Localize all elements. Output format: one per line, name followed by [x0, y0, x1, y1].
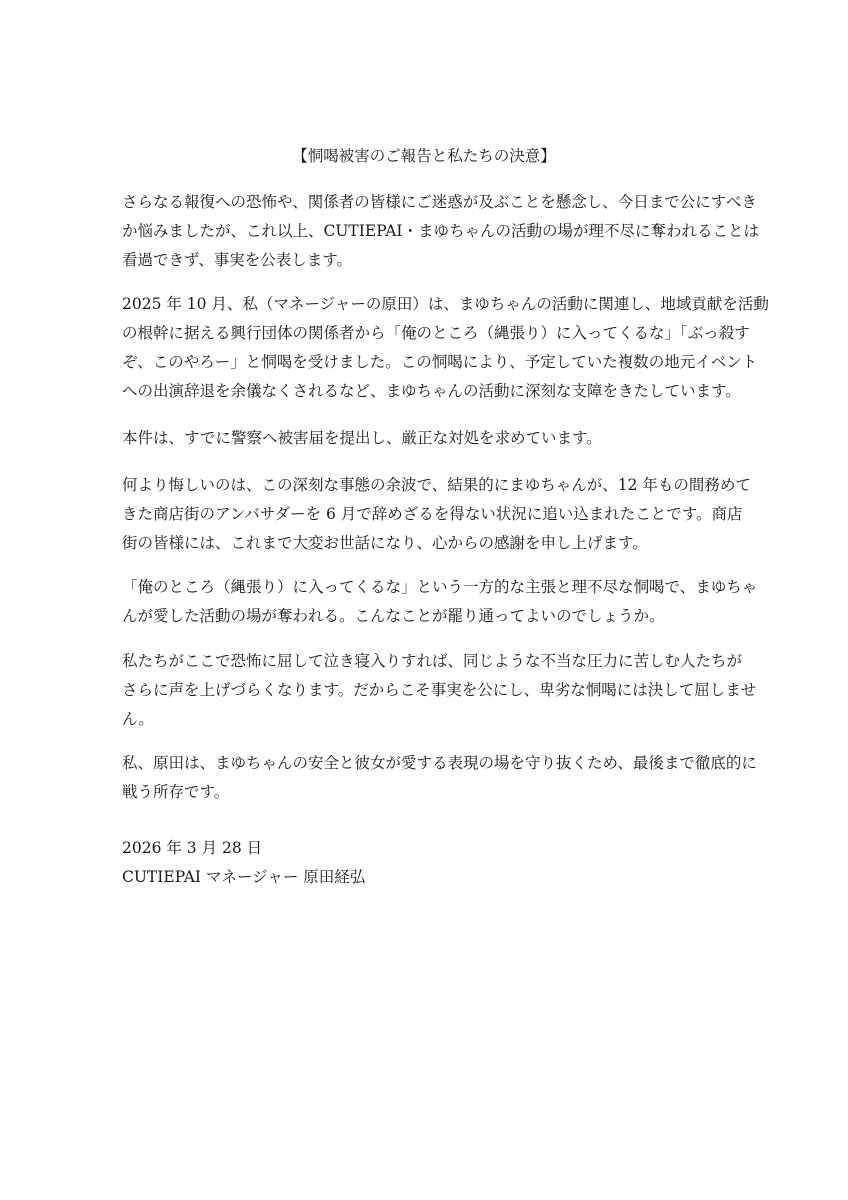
- paragraph-line: ん。: [122, 710, 154, 728]
- paragraph-line: ぞ、このやろー」と恫喝を受けました。この恫喝により、予定していた複数の地元イベント: [122, 353, 758, 371]
- paragraph-line: 私たちがここで恐怖に屈して泣き寝入りすれば、同じような不当な圧力に苦しむ人たちが: [122, 652, 743, 670]
- paragraph-line: 戦う所存です。: [122, 783, 230, 801]
- paragraph-line: 2025 年 10 月、私（マネージャーの原田）は、まゆちゃんの活動に関連し、地域貢献を活動: [122, 295, 769, 313]
- paragraph-line: 看過できず、事実を公表します。: [122, 251, 353, 269]
- signature-name: CUTIEPAI マネージャー 原田経弘: [122, 868, 366, 886]
- paragraph-line: さらなる報復への恐怖や、関係者の皆様にご迷惑が及ぶことを懸念し、今日まで公にすべき: [122, 193, 757, 211]
- paragraph-line: の根幹に据える興行団体の関係者から「俺のところ（縄張り）に入ってくるな」「ぶっ殺す: [122, 324, 750, 342]
- paragraph-line: か悩みましたが、これ以上、CUTIEPAI・まゆちゃんの活動の場が理不尽に奪われることは: [122, 222, 760, 240]
- signature-block: [122, 834, 732, 892]
- paragraph-line: 私、原田は、まゆちゃんの安全と彼女が愛する表現の場を守り抜くため、最後まで徹底的に: [122, 754, 757, 772]
- paragraph-determination: [122, 749, 757, 807]
- paragraph-fear-of-retaliation: [122, 188, 760, 275]
- paragraph-line: さらに声を上げづらくなります。だからこそ事実を公にし、卑劣な恫喝には決して屈しませ: [122, 681, 757, 699]
- paragraph-police-report: [122, 424, 732, 453]
- paragraph-line: 本件は、すでに警察へ被害届を提出し、厳正な対処を求めています。: [122, 429, 602, 447]
- paragraph-line: んが愛した活動の場が奪われる。こんなことが罷り通ってよいのでしょうか。: [122, 607, 665, 625]
- paragraph-line: 「俺のところ（縄張り）に入ってくるな」という一方的な主張と理不尽な恫喝で、まゆちゃ: [122, 578, 758, 596]
- paragraph-unjust-claim: [122, 573, 758, 631]
- paragraph-ambassador-resignation: [122, 471, 751, 558]
- paragraph-line: への出演辞退を余儀なくされるなど、まゆちゃんの活動に深刻な支障をきたしています。: [122, 382, 741, 400]
- paragraph-resolve: [122, 647, 757, 734]
- paragraph-line: 何より悔しいのは、この深刻な事態の余波で、結果的にまゆちゃんが、12 年もの間務めて: [122, 476, 751, 494]
- document-title: 【恫喝被害のご報告と私たちの決意】: [292, 147, 556, 165]
- paragraph-line: きた商店街のアンバサダーを 6 月で辞めざるを得ない状況に追い込まれたことです。商店: [122, 505, 743, 523]
- paragraph-line: 街の皆様には、これまで大変お世話になり、心からの感謝を申し上げます。: [122, 534, 648, 552]
- signature-date: 2026 年 3 月 28 日: [122, 839, 263, 857]
- paragraph-incident-details: [122, 290, 769, 406]
